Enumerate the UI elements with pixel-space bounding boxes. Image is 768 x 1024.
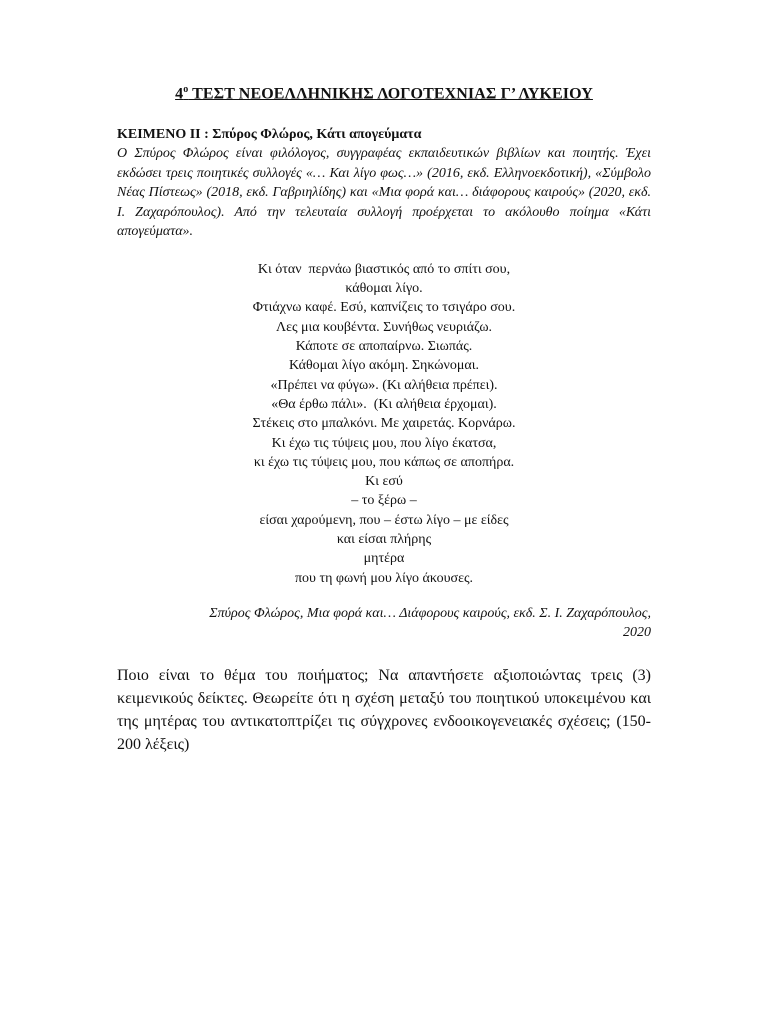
poem-line: κάθομαι λίγο.: [345, 281, 423, 297]
poem-line: Φτιάχνω καφέ. Εσύ, καπνίζεις το τσιγάρο σου.: [252, 300, 516, 316]
author-intro: Ο Σπύρος Φλώρος είναι φιλόλογος, συγγραφέας εκπαιδευτικών βιβλίων και ποιητής. Έχει εκδώσει τρεις ποιητικές συλλογές «… Και λίγο φως…» (2016, εκδ. Ελληνοεκδοτική), «Σύμβολο Νέας Πίστεως» (2018, εκδ. Γαβριηλίδης) και «Μια φορά και… διάφορους καιρούς» (2020, εκδ. Ι. Ζαχαρόπουλος). Από την τελευταία συλλογή προέρχεται το ακόλουθο ποίημα «Κάτι απογεύματα».: [117, 146, 651, 240]
poem-line: – το ξέρω –: [351, 493, 417, 509]
poem-line: Στέκεις στο μπαλκόνι. Με χαιρετάς. Κορνάρω.: [252, 416, 516, 432]
poem-line: που τη φωνή μου λίγο άκουσες.: [294, 570, 474, 586]
poem-line: Λες μια κουβέντα. Συνήθως νευριάζω.: [275, 319, 493, 335]
poem-line: Κάποτε σε αποπαίρνω. Σιωπάς.: [295, 339, 473, 355]
source-year: 2020: [623, 624, 651, 640]
title-ordinal: ο: [183, 84, 189, 95]
exam-question: Ποιο είναι το θέμα του ποιήματος; Να απαντήσετε αξιοποιώντας τρεις (3) κειμενικούς δείκτες. Θεωρείτε ότι η σχέση μεταξύ του ποιητικού υποκειμένου και της μητέρας του αντικατοπτρίζει τις σύγχρονες ενδοοικογενειακές σχέσεις; (150-200 λέξεις): [117, 667, 651, 753]
poem: [117, 260, 651, 588]
poem-line: «Πρέπει να φύγω». (Κι αλήθεια πρέπει).: [270, 377, 498, 393]
poem-line: «Θα έρθω πάλι». (Κι αλήθεια έρχομαι).: [271, 396, 497, 412]
poem-line: Κι έχω τις τύψεις μου, που λίγο έκατσα,: [271, 435, 497, 451]
poem-line: Κι εσύ: [365, 474, 403, 490]
text-heading: ΚΕΙΜΕΝΟ ΙΙ : Σπύρος Φλώρος, Κάτι απογεύματα: [117, 127, 422, 143]
exam-page: [117, 84, 651, 642]
poem-line: είσαι χαρούμενη, που – έστω λίγο – με είδες: [259, 512, 509, 528]
poem-line: Κάθομαι λίγο ακόμη. Σηκώνομαι.: [289, 358, 479, 374]
title-number: 4: [175, 85, 184, 103]
poem-line: κι έχω τις τύψεις μου, που κάπως σε αποπήρα.: [253, 454, 515, 470]
title-text: ΤΕΣΤ ΝΕΟΕΛΛΗΝΙΚΗΣ ΛΟΓΟΤΕΧΝΙΑΣ Γ’ ΛΥΚΕΙΟΥ: [188, 85, 593, 103]
page-title: [117, 84, 651, 103]
poem-source: [117, 604, 651, 642]
poem-line: Κι όταν περνάω βιαστικός από το σπίτι σου,: [257, 261, 511, 277]
source-citation: Σπύρος Φλώρος, Μια φορά και… Διάφορους καιρούς, εκδ. Σ. Ι. Ζαχαρόπουλος,: [209, 605, 651, 621]
poem-line: μητέρα: [363, 551, 405, 567]
poem-line: και είσαι πλήρης: [336, 531, 432, 547]
